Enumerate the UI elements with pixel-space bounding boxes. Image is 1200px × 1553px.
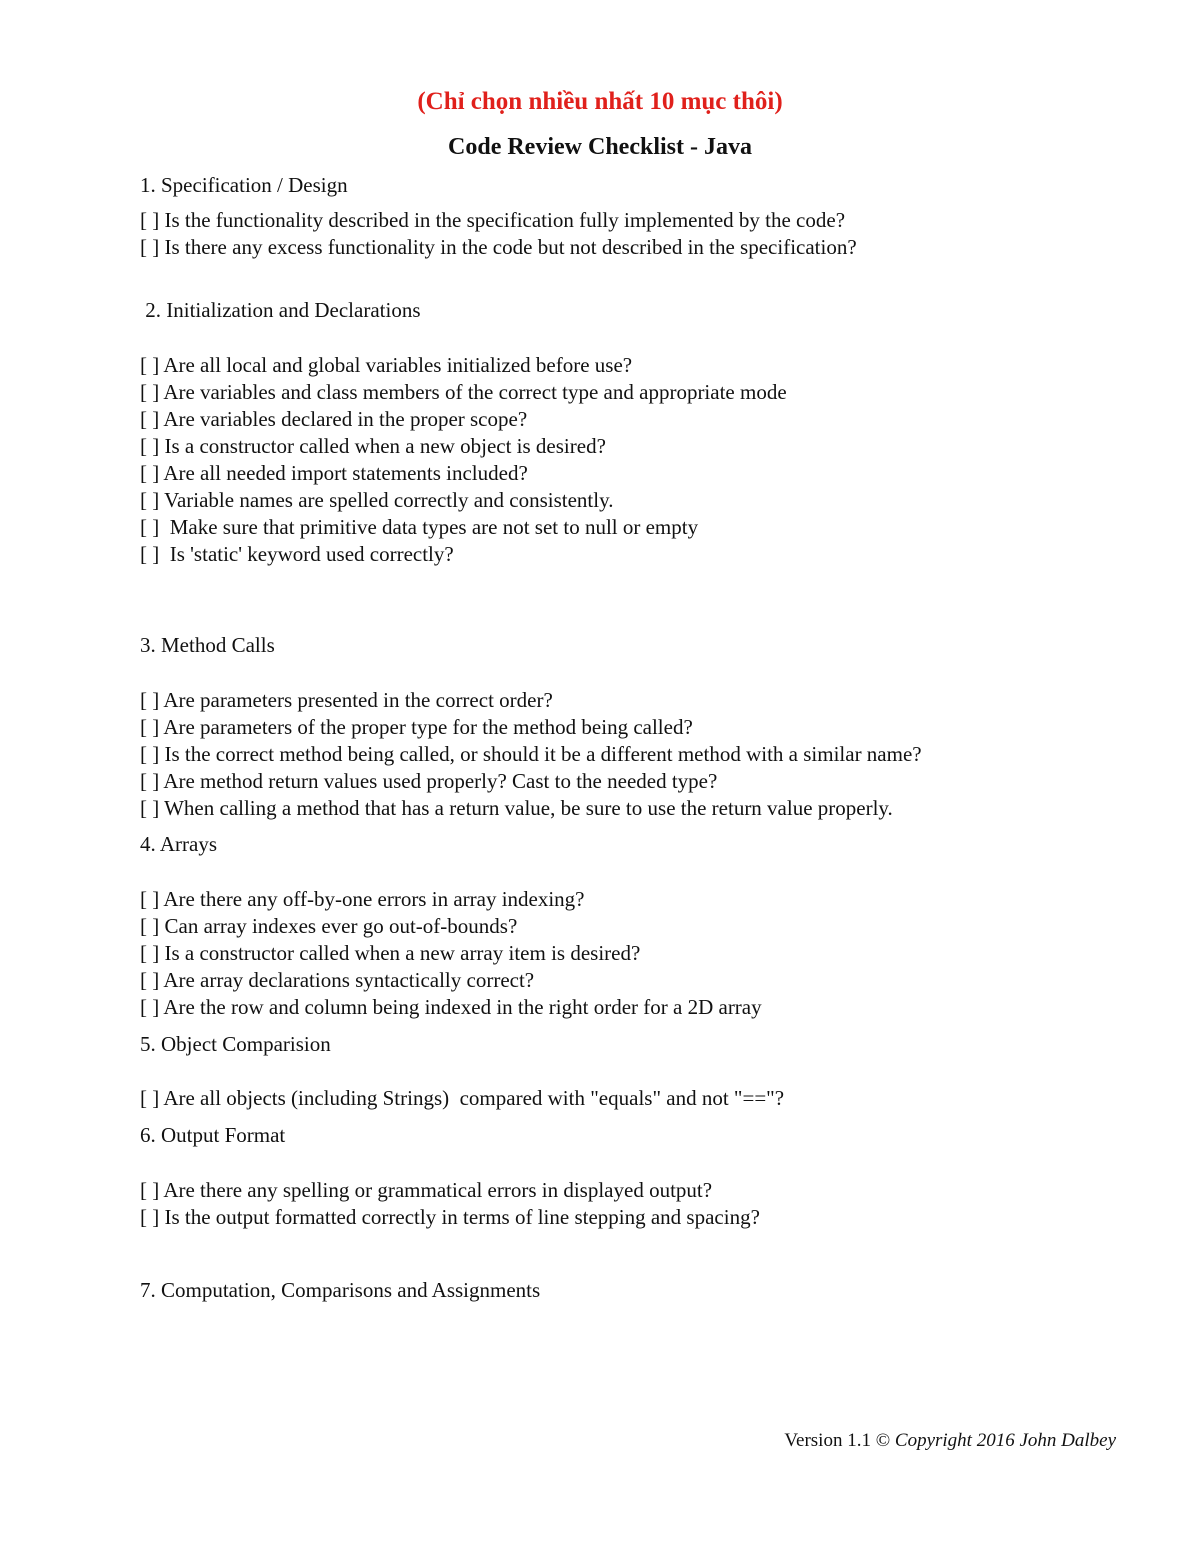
checklist-item: [ ] Is the output formatted correctly in terms of line stepping and spacing?: [140, 1205, 760, 1229]
section-heading: 1. Specification / Design: [140, 173, 348, 197]
section-heading: 3. Method Calls: [140, 633, 275, 657]
checklist-item: [ ] Are parameters presented in the correct order?: [140, 688, 553, 712]
checklist-item: [ ] Are array declarations syntactically correct?: [140, 968, 535, 992]
section-heading: 7. Computation, Comparisons and Assignments: [140, 1278, 541, 1302]
checklist-item: [ ] Make sure that primitive data types are not set to null or empty: [140, 515, 699, 539]
checklist-item: [ ] Is a constructor called when a new object is desired?: [140, 434, 606, 458]
selection-note: (Chỉ chọn nhiều nhất 10 mục thôi): [417, 88, 783, 115]
section-object-comparision: [140, 1031, 1160, 1112]
section-heading: 5. Object Comparision: [140, 1032, 331, 1056]
section-specification-design: [140, 172, 1160, 261]
checklist-item: [ ] Is there any excess functionality in the code but not described in the specification?: [140, 235, 857, 259]
checklist-item: [ ] Is a constructor called when a new array item is desired?: [140, 941, 641, 965]
checklist-item: [ ] Is the functionality described in the specification fully implemented by the code?: [140, 208, 846, 232]
checklist-item: [ ] Are method return values used properly? Cast to the needed type?: [140, 769, 718, 793]
page-title: Code Review Checklist - Java: [448, 134, 752, 160]
section-heading: 2. Initialization and Declarations: [140, 298, 421, 322]
footer-copyright: [784, 1430, 1116, 1452]
section-computation-comparisons-assignments: [140, 1277, 1160, 1304]
section-initialization-declarations: [140, 297, 1160, 568]
checklist-item: [ ] Are variables and class members of the correct type and appropriate mode: [140, 380, 787, 404]
checklist-item: [ ] Is the correct method being called, or should it be a different method with a similar name?: [140, 742, 922, 766]
checklist-item: [ ] Are there any spelling or grammatical errors in displayed output?: [140, 1178, 713, 1202]
checklist-item: [ ] Are all objects (including Strings) compared with "equals" and not "=="?: [140, 1086, 785, 1110]
checklist-item: [ ] Can array indexes ever go out-of-bounds?: [140, 914, 518, 938]
checklist-item: [ ] When calling a method that has a return value, be sure to use the return value properly.: [140, 796, 893, 820]
section-arrays: [140, 831, 1160, 1021]
checklist-item: [ ] Is 'static' keyword used correctly?: [140, 542, 454, 566]
checklist-item: [ ] Are the row and column being indexed in the right order for a 2D array: [140, 995, 762, 1019]
checklist-item: [ ] Are all local and global variables initialized before use?: [140, 353, 633, 377]
checklist-item: [ ] Are variables declared in the proper scope?: [140, 407, 528, 431]
checklist-item: [ ] Variable names are spelled correctly and consistently.: [140, 488, 614, 512]
section-heading: 4. Arrays: [140, 832, 217, 856]
checklist-item: [ ] Are there any off-by-one errors in array indexing?: [140, 887, 585, 911]
footer-copyright-text: Copyright 2016 John Dalbey: [894, 1430, 1116, 1451]
section-heading: 6. Output Format: [140, 1123, 286, 1147]
footer-version: Version 1.1 ©: [784, 1430, 895, 1451]
checklist-item: [ ] Are parameters of the proper type for the method being called?: [140, 715, 693, 739]
checklist-item: [ ] Are all needed import statements included?: [140, 461, 528, 485]
section-output-format: [140, 1122, 1160, 1231]
section-method-calls: [140, 632, 1160, 822]
